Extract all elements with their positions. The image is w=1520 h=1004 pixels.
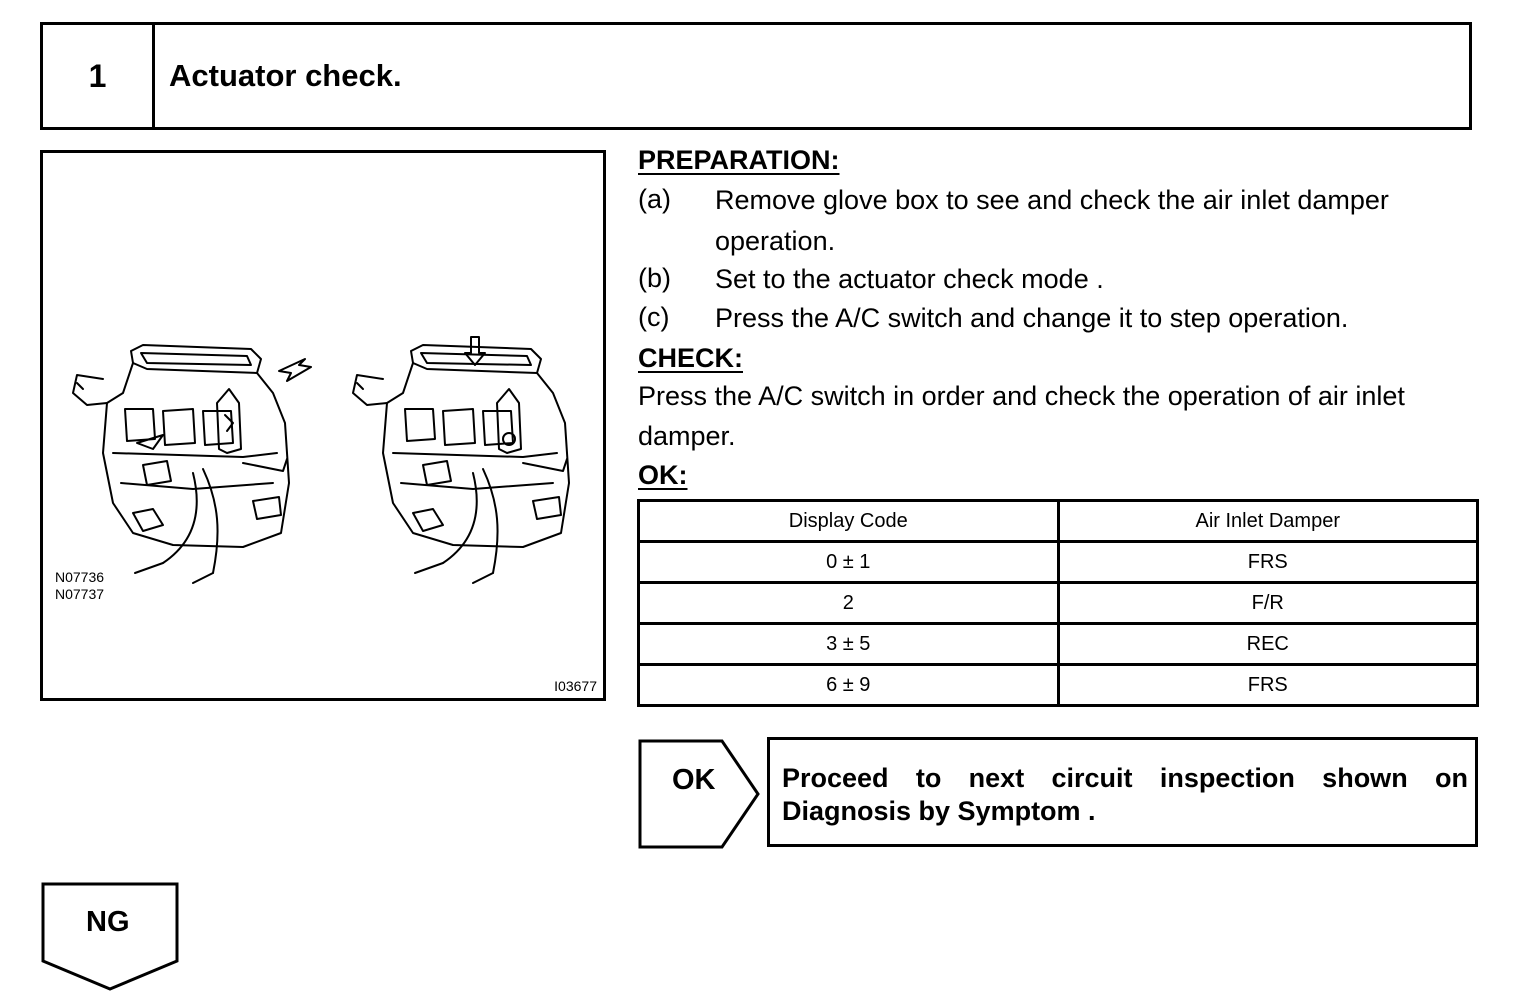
table-row bbox=[639, 583, 1478, 624]
display-code-cell: 2 bbox=[639, 583, 1059, 624]
prep-item-label-a: (a) bbox=[638, 184, 671, 214]
check-heading: CHECK: bbox=[638, 343, 743, 373]
prep-item-text-b bbox=[715, 259, 1485, 300]
damper-mode-cell: FRS bbox=[1058, 665, 1478, 706]
prep-item-text-a bbox=[715, 180, 1485, 262]
ok-spec-table bbox=[637, 499, 1479, 707]
part-code-2: N07737 bbox=[55, 586, 105, 602]
ng-label: NG bbox=[86, 906, 130, 938]
prep-item-b-line-1: Set to the actuator check mode . bbox=[715, 264, 1104, 294]
table-row bbox=[639, 542, 1478, 583]
step-number: 1 bbox=[43, 25, 155, 127]
check-line-2: damper. bbox=[638, 421, 736, 451]
ok-result-text: Proceed to next circuit inspection shown on Diagnosis by Symptom . bbox=[782, 763, 1468, 826]
display-code-cell: 3 ± 5 bbox=[639, 624, 1059, 665]
prep-item-label-c: (c) bbox=[638, 302, 670, 332]
part-code-1: N07736 bbox=[55, 569, 105, 585]
heater-unit-right bbox=[353, 337, 569, 583]
damper-mode-cell: FRS bbox=[1058, 542, 1478, 583]
ok-spec-heading: OK: bbox=[638, 460, 688, 490]
table-row bbox=[639, 624, 1478, 665]
step-title: Actuator check. bbox=[169, 58, 402, 93]
damper-mode-cell: F/R bbox=[1058, 583, 1478, 624]
table-header-row bbox=[639, 501, 1478, 542]
prep-item-text-c bbox=[715, 298, 1485, 339]
prep-item-a-line-1: Remove glove box to see and check the air inlet damper bbox=[715, 185, 1389, 215]
display-code-cell: 0 ± 1 bbox=[639, 542, 1059, 583]
table-row bbox=[639, 665, 1478, 706]
prep-item-a-line-2: operation. bbox=[715, 226, 836, 256]
prep-item-c-line-1: Press the A/C switch and change it to step operation. bbox=[715, 303, 1349, 333]
column-header-display-code: Display Code bbox=[639, 501, 1059, 542]
preparation-heading: PREPARATION: bbox=[638, 145, 840, 175]
ok-result-box bbox=[767, 737, 1478, 847]
display-code-cell: 6 ± 9 bbox=[639, 665, 1059, 706]
column-header-air-inlet-damper: Air Inlet Damper bbox=[1058, 501, 1478, 542]
damper-mode-cell: REC bbox=[1058, 624, 1478, 665]
illustration-frame bbox=[40, 150, 606, 701]
ok-label: OK bbox=[672, 764, 716, 796]
step-header bbox=[40, 22, 1472, 130]
check-line-1: Press the A/C switch in order and check the operation of air inlet bbox=[638, 381, 1405, 411]
heater-unit-left bbox=[73, 345, 311, 583]
prep-item-label-b: (b) bbox=[638, 263, 671, 293]
check-text bbox=[638, 376, 1488, 456]
illustration-code: I03677 bbox=[554, 678, 597, 694]
heater-unit-illustration bbox=[43, 153, 603, 698]
